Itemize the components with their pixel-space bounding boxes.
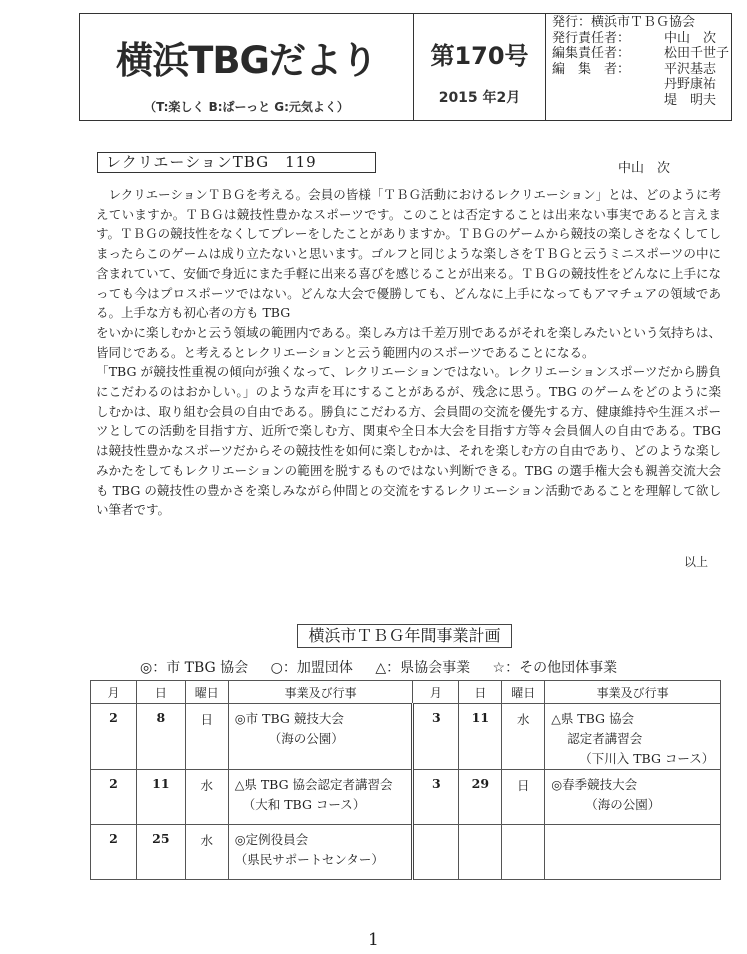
cell-weekday [502,825,545,880]
cell-month: 2 [91,825,137,880]
cell-weekday: 日 [185,704,228,770]
masthead [80,14,414,120]
cell-weekday: 日 [502,770,545,825]
cell-weekday: 水 [502,704,545,770]
event-line: （大和 TBG コース） [242,797,366,812]
staff-role: 編 集 者： [552,61,631,77]
header-weekday: 曜日 [502,681,545,704]
cell-month [413,825,459,880]
newsletter-header [79,13,732,121]
newsletter-subtitle: （T:楽しく B:ぱーっと G:元気よく） [144,100,349,114]
article-title: レクリエーションTBG 119 [97,152,376,173]
event-line: 認定者講習会 [567,731,643,746]
staff-row [552,31,731,47]
cell-event [228,825,413,880]
cell-day [459,825,502,880]
cell-event [545,770,721,825]
table-row [91,825,721,880]
cell-day: 8 [136,704,185,770]
cell-day: 11 [459,704,502,770]
newsletter-title: 横浜TBGだより [116,39,377,82]
page-number: 1 [368,930,379,950]
schedule-legend [140,657,635,677]
table-header-row [91,681,721,704]
staff-role: 発行：横浜市ＴＢＧ協会 [552,15,696,30]
schedule-title: 横浜市ＴＢＧ年間事業計画 [297,624,512,648]
staff-name: 平沢基志 [664,61,717,77]
event-line: （県民サポートセンター） [234,852,384,867]
staff-role [552,77,652,93]
staff-name: 堤 明夫 [664,92,717,108]
header-month: 月 [413,681,459,704]
legend-item: ◎：市 TBG 協会 [140,660,249,676]
legend-item: ○：加盟団体 [270,660,353,676]
article-body [96,185,721,520]
header-day: 日 [459,681,502,704]
article-closing: 以上 [684,555,709,569]
cell-month: 3 [413,770,459,825]
article-author: 中山 次 [618,161,671,176]
cell-day: 29 [459,770,502,825]
article-paragraph: 「TBG が競技性重視の傾向が強くなって、レクリエーションではない。レクリエーションスポーツだから勝負にこだわるのはおかしい。」のような声を耳にすることがあるが、残念に思う。TBG のゲームをどのように楽しむかは、取り組む会員の自由である。勝負にこだわる方、会員間の交流を優先する方、健康維持や生涯スポーツとしての活動を目指す方、近所で楽しむ方、関東や全日本大会を目指す方等々会員個人の自由である。TBG は競技性豊かなスポーツだからその競技性を如何に楽しむかは、それを楽しむ方の自由であり、どのような楽しみかたをしてもレクリエーションの範囲を脱するものではない判断できる。TBG の選手権大会も親善交流大会も TBG の競技性の豊かさを楽しみながら仲間との交流をするレクリエーション活動であることを理解して欲しい筆者です。 [96,364,722,518]
cell-weekday: 水 [185,825,228,880]
staff-row [552,62,731,78]
cell-month: 3 [413,704,459,770]
staff-role [552,93,652,109]
event-line: ◎市 TBG 競技大会 [234,711,344,726]
header-event: 事業及び行事 [228,681,413,704]
staff-row [552,77,731,93]
issue-date: 2015 年2月 [438,90,521,106]
header-event: 事業及び行事 [545,681,721,704]
issue-info [414,14,546,120]
header-day: 日 [136,681,185,704]
table-row [91,704,721,770]
event-line: （海の公園） [268,731,344,746]
staff-row [552,15,731,31]
legend-item: △：県協会事業 [375,660,471,676]
staff-role: 編集責任者： [552,46,631,61]
cell-event [545,704,721,770]
header-month: 月 [91,681,137,704]
cell-month: 2 [91,770,137,825]
schedule-table [90,680,721,880]
cell-event [228,770,413,825]
staff-name: 丹野康祐 [664,77,717,92]
event-line: （海の公園） [585,797,661,812]
staff-name: 松田千世子 [664,46,730,61]
staff-row [552,46,731,62]
event-line: （下川入 TBG コース） [579,751,715,766]
cell-event [228,704,413,770]
staff-row [552,93,731,109]
cell-event [545,825,721,880]
event-line: ◎定例役員会 [234,832,309,847]
legend-item: ☆：その他団体事業 [492,660,618,676]
issue-number: 第170号 [430,42,529,70]
event-line: △県 TBG 協会認定者講習会 [234,777,393,792]
header-weekday: 曜日 [185,681,228,704]
staff-list [546,14,731,120]
table-row [91,770,721,825]
cell-day: 11 [136,770,185,825]
staff-name: 中山 次 [664,30,717,46]
cell-month: 2 [91,704,137,770]
staff-role: 発行責任者： [552,30,631,46]
cell-day: 25 [136,825,185,880]
article-paragraph: をいかに楽しむかと云う領域の範囲内である。楽しみ方は千差万別であるがそれを楽しみたいという気持ちは、皆同じである。と考えるとレクリエーションと云う範囲内のスポーツであることになる。 [96,324,722,360]
article-paragraph: レクリエーションＴＢＧを考える。会員の皆様「ＴＢＧ活動におけるレクリエーション」とは、どのように考えていますか。ＴＢＧは競技性豊かなスポーツです。このことは否定することは出来ない事実であると言えます。ＴＢＧの競技性をなくしてプレーをしたことがありますか。ＴＢＧのゲームから競技の楽しさをなくしてしまったらこのゲームは成り立たないと思います。ゴルフと同じような楽しさをＴＢＧと云うミニスポーツの中に含まれていて、安価で身近にまた手軽に出来る喜びを感じることが出来る。ＴＢＧの競技性をどんなに上手になっても今はプロスポーツではない。どんな大会で優勝しても、どんなに上手になってもアマチュアの領域である。上手な方も初心者の方も TBG [96,187,721,321]
event-line: ◎春季競技大会 [551,777,638,792]
event-line: △県 TBG 協会 [551,711,635,726]
cell-weekday: 水 [185,770,228,825]
